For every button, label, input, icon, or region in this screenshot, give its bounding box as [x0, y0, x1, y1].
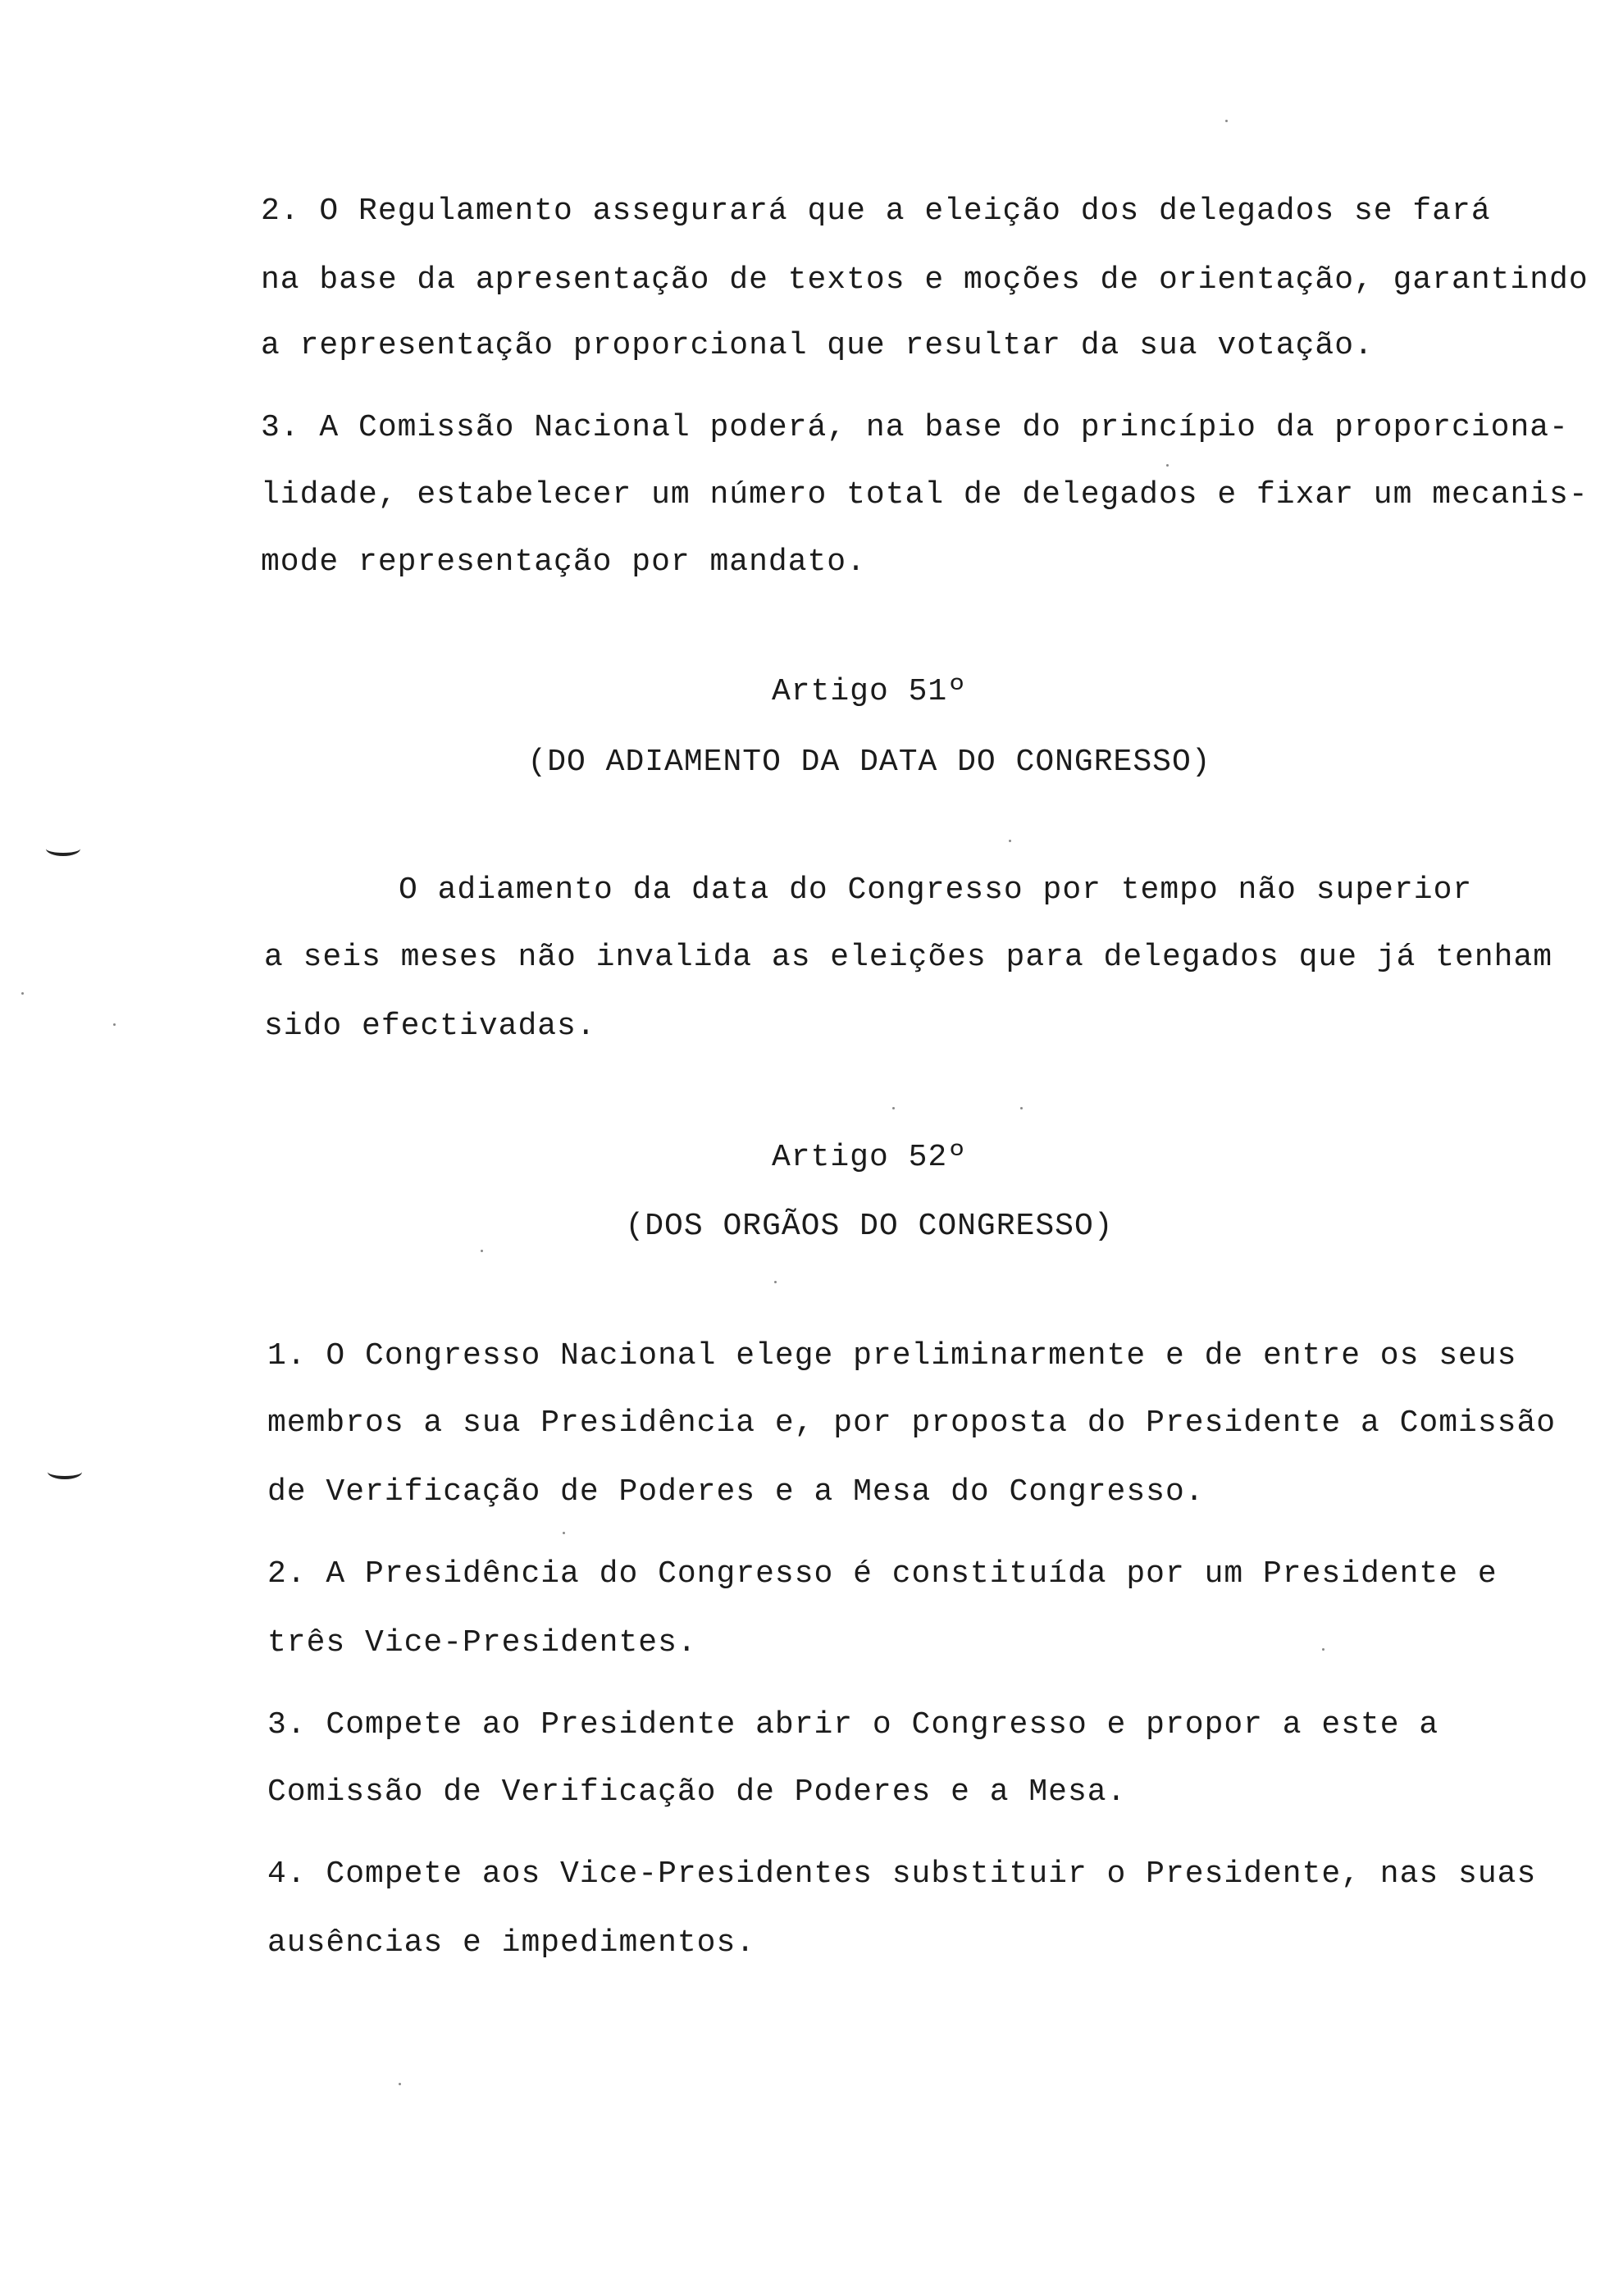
article-51-subtitle: (DO ADIAMENTO DA DATA DO CONGRESSO) — [527, 745, 1211, 780]
paragraph-3-line-1: 3. A Comissão Nacional poderá, na base do princípio da proporciona- — [261, 410, 1569, 445]
scan-speck — [1020, 1107, 1023, 1109]
binder-hole-mark-upper — [46, 841, 80, 856]
article-51-title: Artigo 51º — [771, 674, 968, 709]
article-52-subtitle: (DOS ORGÃOS DO CONGRESSO) — [625, 1209, 1114, 1244]
scan-speck — [113, 1023, 116, 1026]
article-52-paragraph-1-line-1: 1. O Congresso Nacional elege preliminarmente e de entre os seus — [267, 1338, 1517, 1374]
scan-speck — [1225, 120, 1228, 122]
article-52-paragraph-4-line-1: 4. Compete aos Vice-Presidentes substituir o Presidente, nas suas — [267, 1856, 1537, 1892]
scan-speck — [399, 2083, 401, 2085]
paragraph-2-line-2: na base da apresentação de textos e moções de orientação, garantindo — [261, 262, 1589, 298]
article-52-paragraph-2-line-2: três Vice-Presidentes. — [267, 1625, 697, 1660]
paragraph-3-line-2: lidade, estabelecer um número total de delegados e fixar um mecanis- — [261, 477, 1589, 512]
article-52-paragraph-1-line-3: de Verificação de Poderes e a Mesa do Congresso. — [267, 1474, 1205, 1510]
scan-speck — [774, 1281, 777, 1283]
article-52-paragraph-4-line-2: ausências e impedimentos. — [267, 1925, 756, 1961]
scan-speck — [1166, 464, 1169, 467]
scan-speck — [892, 1107, 895, 1109]
paragraph-2-line-3: a representação proporcional que resultar da sua votação. — [261, 328, 1374, 363]
article-52-paragraph-3-line-2: Comissão de Verificação de Poderes e a Mesa. — [267, 1774, 1127, 1810]
scan-speck — [481, 1250, 483, 1252]
paragraph-2-line-1: 2. O Regulamento assegurará que a eleição dos delegados se fará — [261, 194, 1491, 229]
scan-speck — [563, 1532, 565, 1534]
article-52-title: Artigo 52º — [771, 1140, 968, 1175]
article-51-line-1: O adiamento da data do Congresso por tempo não superior — [399, 872, 1473, 908]
scan-speck — [21, 992, 24, 995]
article-52-paragraph-3-line-1: 3. Compete ao Presidente abrir o Congresso e propor a este a — [267, 1707, 1439, 1742]
article-51-line-2: a seis meses não invalida as eleições para delegados que já tenham — [264, 940, 1553, 975]
binder-hole-mark-lower — [48, 1465, 82, 1479]
article-52-paragraph-2-line-1: 2. A Presidência do Congresso é constituída por um Presidente e — [267, 1556, 1498, 1592]
article-51-line-3: sido efectivadas. — [264, 1009, 596, 1044]
scan-speck — [1322, 1648, 1324, 1651]
scan-speck — [1009, 840, 1011, 842]
article-52-paragraph-1-line-2: membros a sua Presidência e, por proposta do Presidente a Comissão — [267, 1405, 1557, 1441]
paragraph-3-line-3: mode representação por mandato. — [261, 544, 866, 580]
